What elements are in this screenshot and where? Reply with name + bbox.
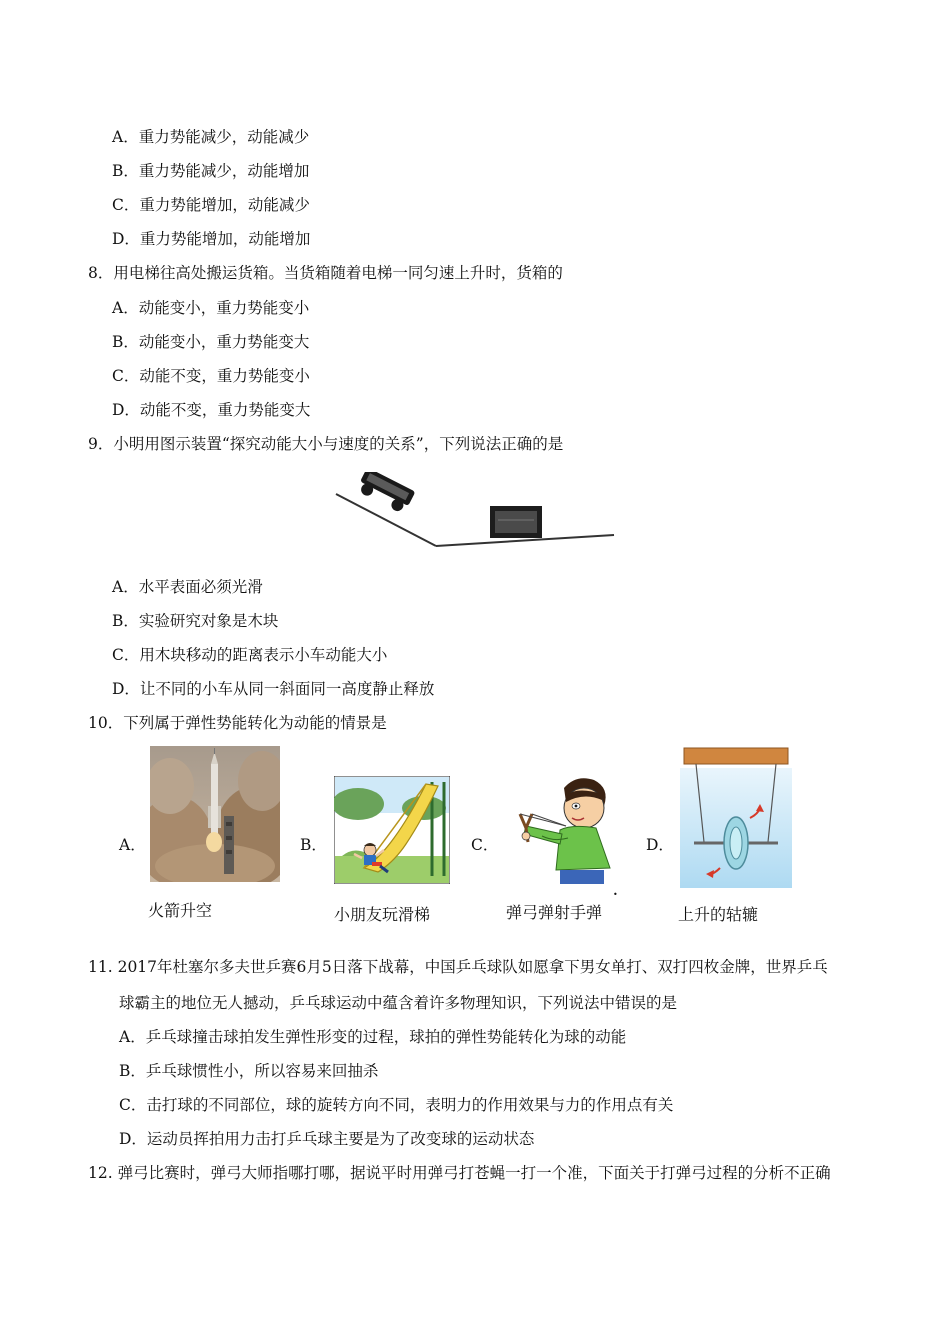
q10-label-d: D． <box>646 836 674 854</box>
q10-label-a: A． <box>119 836 146 854</box>
q9-option-c: C．用木块移动的距离表示小车动能大小 <box>112 646 388 664</box>
q7-option-c: C．重力势能增加，动能减少 <box>112 196 310 214</box>
q12-stem: 12. 弹弓比赛时，弹弓大师指哪打哪，据说平时用弹弓打苍蝇一打一个准，下面关于打弹弓过程的分析不正确 <box>88 1164 831 1182</box>
wood-block <box>490 506 542 538</box>
q9-option-d: D．让不同的小车从同一斜面同一高度静止释放 <box>112 680 435 698</box>
slingshot-boy-image <box>506 770 614 884</box>
q7-option-d: D．重力势能增加，动能增加 <box>112 230 311 248</box>
rocket-launch-image <box>150 746 280 882</box>
ramp-slope <box>336 494 436 546</box>
q10-stem: 10．下列属于弹性势能转化为动能的情景是 <box>88 714 387 732</box>
pendulum-wheel-image <box>680 746 792 888</box>
q9-stem: 9．小明用图示装置“探究动能大小与速度的关系”，下列说法正确的是 <box>88 435 564 453</box>
q10-label-c: C． <box>471 836 499 854</box>
q9-option-b: B．实验研究对象是木块 <box>112 612 279 630</box>
q10-caption-d: 上升的轱辘 <box>678 905 759 924</box>
q7-option-b: B．重力势能减少，动能增加 <box>112 162 310 180</box>
q11-option-a: A．乒乓球撞击球拍发生弹性形变的过程，球拍的弹性势能转化为球的动能 <box>119 1028 627 1046</box>
q8-option-b: B．动能变小，重力势能变大 <box>112 333 310 351</box>
q8-option-d: D．动能不变，重力势能变大 <box>112 401 311 419</box>
slide-cartoon-image <box>334 776 450 884</box>
q9-option-a: A．水平表面必须光滑 <box>112 578 263 596</box>
q11-stem-line2: 球霸主的地位无人撼动，乒乓球运动中蕴含着许多物理知识，下列说法中错误的是 <box>119 994 678 1012</box>
q8-stem: 8．用电梯往高处搬运货箱。当货箱随着电梯一同匀速上升时，货箱的 <box>88 264 563 282</box>
q11-option-d: D．运动员挥拍用力击打乒乓球主要是为了改变球的运动状态 <box>119 1130 535 1148</box>
q11-stem-line1: 11. 2017年杜塞尔多夫世乒赛6月5日落下战幕，中国乒乓球队如愿拿下男女单打、双打四枚金牌，世界乒乓 <box>88 958 828 976</box>
stray-mark: • <box>613 890 618 899</box>
q10-label-b: B． <box>300 836 327 854</box>
q7-option-a: A．重力势能减少，动能减少 <box>112 128 310 146</box>
q10-caption-c: 弹弓弹射手弹 <box>506 903 603 922</box>
q11-option-c: C．击打球的不同部位，球的旋转方向不同，表明力的作用效果与力的作用点有关 <box>119 1096 674 1114</box>
q9-ramp-diagram <box>330 472 620 552</box>
q10-caption-b: 小朋友玩滑梯 <box>334 905 431 924</box>
q8-option-a: A．动能变小，重力势能变小 <box>112 299 310 317</box>
q8-option-c: C．动能不变，重力势能变小 <box>112 367 310 385</box>
q10-caption-a: 火箭升空 <box>148 901 213 920</box>
q11-option-b: B．乒乓球惯性小，所以容易来回抽杀 <box>119 1062 379 1080</box>
